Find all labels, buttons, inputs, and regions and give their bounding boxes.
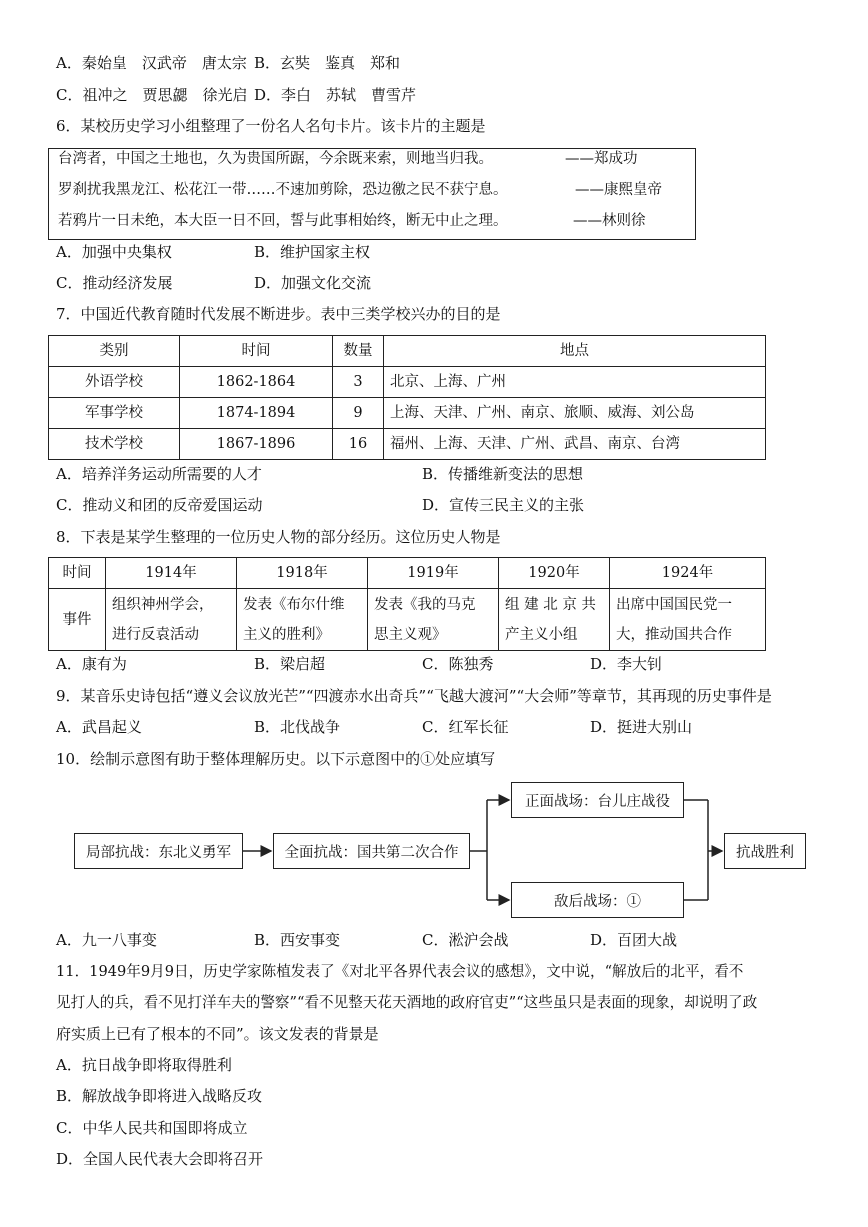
q7-header: 地点 <box>384 336 766 367</box>
q7-stem: 7．中国近代教育随时代发展不断进步。表中三类学校兴办的目的是 <box>56 305 501 323</box>
q8-event-line: 组 建 北 京 共 <box>505 596 596 613</box>
q8-year: 1919年 <box>368 558 499 589</box>
q7-cell: 16 <box>333 429 384 460</box>
q10-box-victory: 抗战胜利 <box>724 833 806 869</box>
q8-year: 1918年 <box>237 558 368 589</box>
q6-option-b: B．维护国家主权 <box>254 243 371 261</box>
q10-box-full-war: 全面抗战：国共第二次合作 <box>273 833 470 869</box>
q7-cell: 1862-1864 <box>180 367 333 398</box>
q6-quote-1: 台湾者，中国之土地也，久为贵国所踞，今余既来索，则地当归我。 <box>58 151 493 167</box>
q11-option-c: C．中华人民共和国即将成立 <box>56 1119 248 1137</box>
q6-source-2: ——康熙皇帝 <box>575 182 662 198</box>
q8-option-d: D．李大钊 <box>590 655 663 673</box>
q7-header: 类别 <box>49 336 180 367</box>
q11-stem-line-1: 11．1949年9月9日，历史学家陈植发表了《对北平各界代表会议的感想》，文中说，“解放后的北平，看不 <box>56 963 744 980</box>
q9-option-b: B．北伐战争 <box>254 718 341 736</box>
q9-option-a: A．武昌起义 <box>56 718 142 736</box>
q11-stem-line-3: 府实质上已有了根本的不同”。该文发表的背景是 <box>56 1025 379 1043</box>
q10-stem: 10．绘制示意图有助于整体理解历史。以下示意图中的①处应填写 <box>56 750 496 768</box>
q7-option-a: A．培养洋务运动所需要的人才 <box>56 465 262 483</box>
q8-event-line: 发表《我的马克 <box>374 596 476 613</box>
q8-event-line: 主义的胜利》 <box>243 626 330 643</box>
q10-option-c: C．淞沪会战 <box>422 931 509 949</box>
q8-option-b: B．梁启超 <box>254 655 326 673</box>
q8-event-line: 组织神州学会， <box>112 596 214 613</box>
q11-option-d: D．全国人民代表大会即将召开 <box>56 1150 264 1168</box>
q7-cell: 军事学校 <box>49 398 180 429</box>
q8-stem: 8．下表是某学生整理的一位历史人物的部分经历。这位历史人物是 <box>56 528 501 546</box>
q7-cell: 3 <box>333 367 384 398</box>
q6-stem: 6．某校历史学习小组整理了一份名人名句卡片。该卡片的主题是 <box>56 117 486 135</box>
q9-option-c: C．红军长征 <box>422 718 509 736</box>
q8-event-line: 进行反袁活动 <box>112 626 199 643</box>
q5-option-a: A．秦始皇 汉武帝 唐太宗 <box>56 54 247 72</box>
q6-quote-2: 罗刹扰我黑龙江、松花江一带……不速加剪除，恐边徼之民不获宁息。 <box>58 182 508 198</box>
q6-option-a: A．加强中央集权 <box>56 243 172 261</box>
q6-option-c: C．推动经济发展 <box>56 274 173 292</box>
q10-box-rear-battlefield: 敌后战场：① <box>511 882 684 918</box>
q10-box-local-war: 局部抗战：东北义勇军 <box>74 833 243 869</box>
q5-option-b: B．玄奘 鉴真 郑和 <box>254 54 401 72</box>
q7-cell: 1867-1896 <box>180 429 333 460</box>
q8-year: 1914年 <box>106 558 237 589</box>
q8-year: 1924年 <box>610 558 766 589</box>
q7-cell: 技术学校 <box>49 429 180 460</box>
q6-option-d: D．加强文化交流 <box>254 274 372 292</box>
q7-cell: 福州、上海、天津、广州、武昌、南京、台湾 <box>384 429 766 460</box>
q8-event-line: 出席中国国民党一 <box>616 596 732 613</box>
q8-year: 1920年 <box>499 558 610 589</box>
q5-option-c: C．祖冲之 贾思勰 徐光启 <box>56 86 248 104</box>
q8-event-line: 大，推动国共合作 <box>616 626 732 643</box>
q10-option-a: A．九一八事变 <box>56 931 157 949</box>
q8-event-label: 事件 <box>49 589 106 651</box>
q8-option-a: A．康有为 <box>56 655 127 673</box>
q8-event-line: 思主义观》 <box>374 626 447 643</box>
q7-cell: 1874-1894 <box>180 398 333 429</box>
q6-source-3: ——林则徐 <box>573 213 646 229</box>
q8-event-line: 产主义小组 <box>505 626 578 643</box>
q11-stem-line-2: 见打人的兵，看不见打洋车夫的警察”“看不见整天花天酒地的政府官吏”“这些虽只是表面的现象，却说明了政 <box>56 994 758 1011</box>
q8-event-line: 发表《布尔什维 <box>243 596 345 613</box>
q8-time-label: 时间 <box>49 558 106 589</box>
q6-quote-3: 若鸦片一日未绝，本大臣一日不回，誓与此事相始终，断无中止之理。 <box>58 213 508 229</box>
q7-header: 时间 <box>180 336 333 367</box>
q7-cell: 9 <box>333 398 384 429</box>
q10-option-b: B．西安事变 <box>254 931 341 949</box>
q11-option-b: B．解放战争即将进入战略反攻 <box>56 1087 263 1105</box>
q7-option-c: C．推动义和团的反帝爱国运动 <box>56 496 263 514</box>
q7-cell: 上海、天津、广州、南京、旅顺、威海、刘公岛 <box>384 398 766 429</box>
q9-option-d: D．挺进大别山 <box>590 718 693 736</box>
q7-cell: 外语学校 <box>49 367 180 398</box>
q10-box-front-battlefield: 正面战场：台儿庄战役 <box>511 782 684 818</box>
q7-option-b: B．传播维新变法的思想 <box>422 465 584 483</box>
q8-option-c: C．陈独秀 <box>422 655 494 673</box>
q11-option-a: A．抗日战争即将取得胜利 <box>56 1056 232 1074</box>
q9-stem: 9．某音乐史诗包括“遵义会议放光芒”“四渡赤水出奇兵”“飞越大渡河”“大会师”等章节，其再现的历史事件是 <box>56 687 772 705</box>
q7-header: 数量 <box>333 336 384 367</box>
q10-option-d: D．百团大战 <box>590 931 678 949</box>
q7-cell: 北京、上海、广州 <box>384 367 766 398</box>
q7-option-d: D．宣传三民主义的主张 <box>422 496 585 514</box>
q5-option-d: D．李白 苏轼 曹雪芹 <box>254 86 417 104</box>
q6-source-1: ——郑成功 <box>565 151 638 167</box>
